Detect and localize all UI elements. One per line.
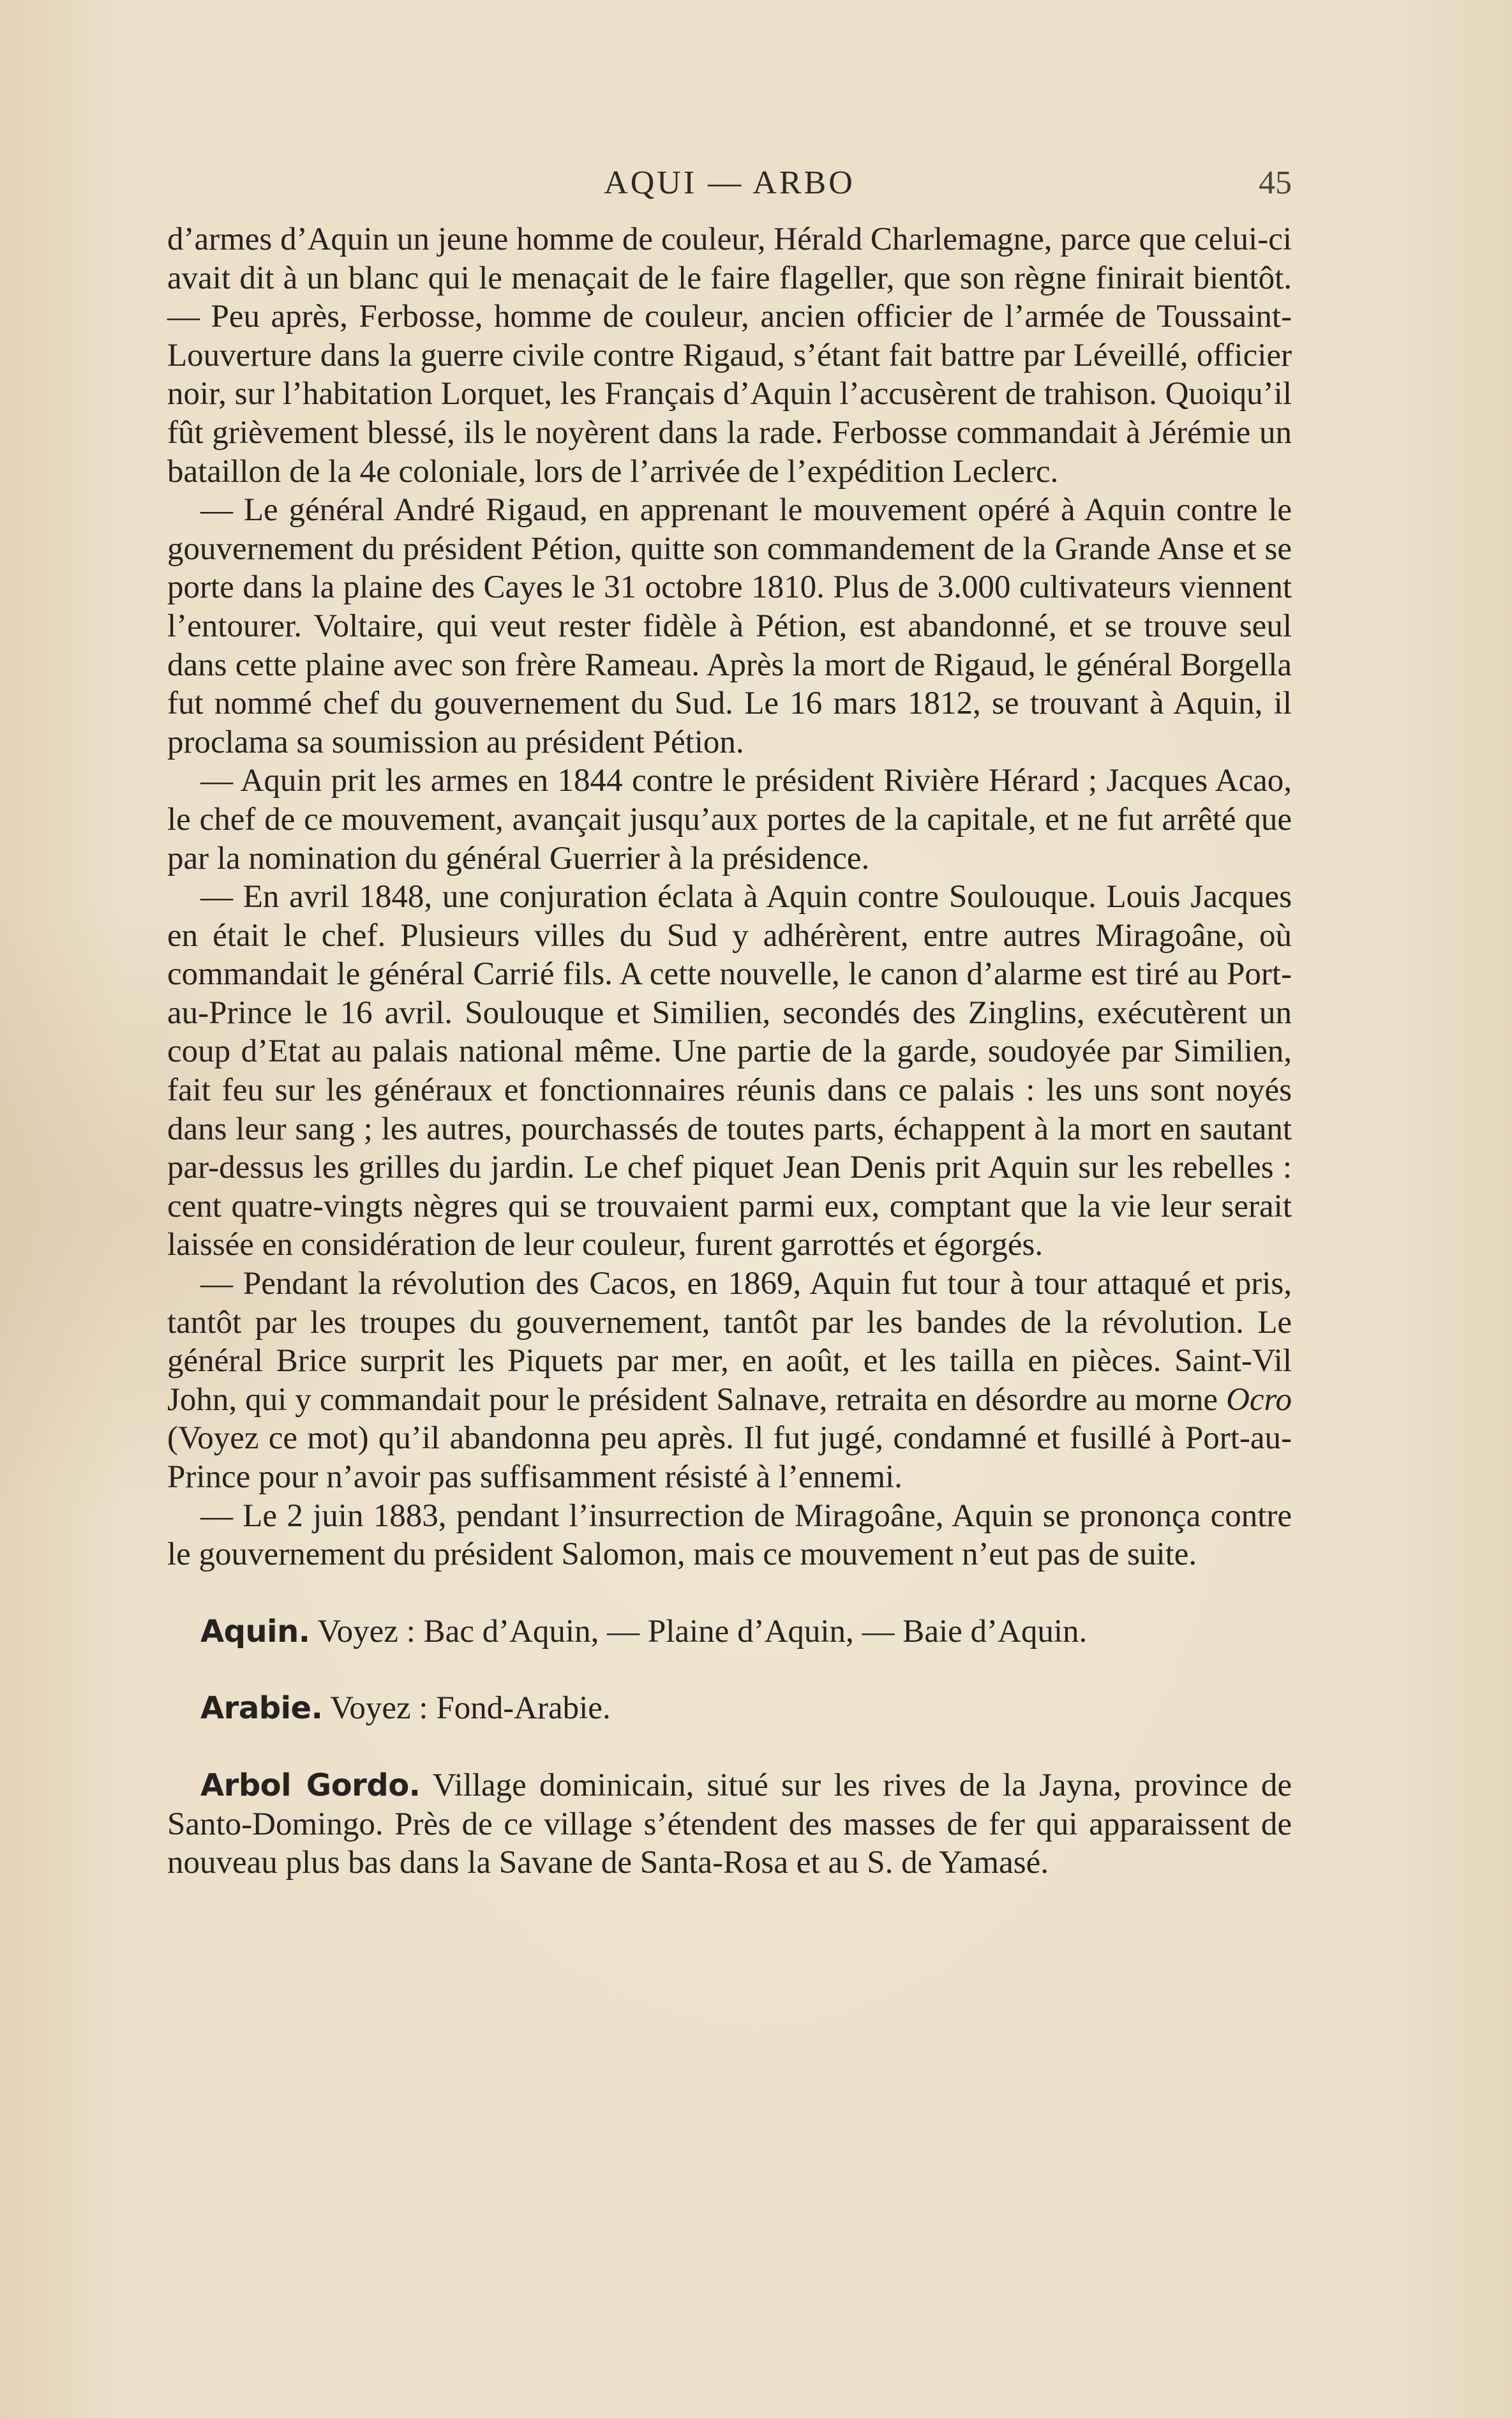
paragraph: — En avril 1848, une conjuration éclata à Aquin contre Soulouque. Louis Jacques en était le chef. Plusieurs villes du Sud y adhérèrent, entre autres Miragoâne, où commandait le général Carrié fils. A cette nouvelle, le canon d’alarme est tiré au Port-au-Prince le 16 avril. Soulouque et Similien, secondés des Zinglins, exécutèrent un coup d’Etat au palais national même. Une partie de la garde, soudoyée par Similien, fait feu sur les généraux et fonctionnaires réunis dans ce palais : les uns sont noyés dans leur sang ; les autres, pourchassés de toutes parts, échappent à la mort en sautant par-dessus les grilles du jardin. Le chef piquet Jean Denis prit Aquin sur les rebelles : cent quatre-vingts nègres qui se trouvaient parmi eux, comptant que la vie leur serait laissée en considération de leur couleur, furent garrottés et égorgés.: [167, 879, 1292, 1263]
entry-headword: Aquin.: [200, 1613, 310, 1649]
paragraph: — Le général André Rigaud, en apprenant le mouvement opéré à Aquin contre le gouvernement du président Pétion, quitte son commandement de la Grande Anse et se porte dans la plaine des Cayes le 31 octobre 1810. Plus de 3.000 cultivateurs viennent l’entourer. Voltaire, qui veut rester fidèle à Pétion, est abandonné, et se trouve seul dans cette plaine avec son frère Rameau. Après la mort de Rigaud, le général Borgella fut nommé chef du gouvernement du Sud. Le 16 mars 1812, se trouvant à Aquin, il proclama sa soumission au président Pétion.: [167, 492, 1292, 760]
page-number: 45: [1259, 165, 1292, 201]
paragraph-text: — Pendant la révolution des Cacos, en 1869, Aquin fut tour à tour attaqué et pris, tantôt par les troupes du gouvernement, tantôt par les bandes de la révolution. Le général Brice surprit les Piquets par mer, en août, et les tailla en pièces. Saint-Vil John, qui y commandait pour le président Salnave, retraita en désordre au morne: [167, 1266, 1292, 1418]
paragraph: d’armes d’Aquin un jeune homme de couleur, Hérald Charlemagne, parce que celui-ci avait dit à un blanc qui le menaçait de le faire flageller, que son règne finirait bientôt. — Peu après, Ferbosse, homme de couleur, ancien officier de l’armée de Toussaint-Louverture dans la guerre civile contre Rigaud, s’étant fait battre par Léveillé, officier noir, sur l’habitation Lorquet, les Français d’Aquin l’accusèrent de trahison. Quoiqu’il fût grièvement blessé, ils le noyèrent dans la rade. Ferbosse commandait à Jérémie un bataillon de la 4e coloniale, lors de l’arrivée de l’expédition Leclerc.: [167, 222, 1292, 490]
cross-reference: Ocro: [1226, 1381, 1292, 1418]
running-title: AQUI — ARBO: [604, 165, 855, 201]
entry-text: Village dominicain, situé sur les rives de la Jayna, province de Santo-Domingo. Près de ce village s’étendent des masses de fer qui apparaissent de nouveau plus bas dans la Savane de Santa-Rosa et au S. de Yamasé.: [167, 1767, 1292, 1881]
dictionary-entry: [167, 1766, 1292, 1882]
paragraph: [167, 1265, 1292, 1497]
running-head: [167, 161, 1292, 206]
entry-text: Voyez : Bac d’Aquin, — Plaine d’Aquin, — Baie d’Aquin.: [310, 1613, 1088, 1649]
paragraph-text: (Voyez ce mot) qu’il abandonna peu après. Il fut jugé, condamné et fusillé à Port-au-Prince pour n’avoir pas suffisamment résisté à l’ennemi.: [167, 1420, 1292, 1495]
paragraph: — Aquin prit les armes en 1844 contre le président Rivière Hérard ; Jacques Acao, le chef de ce mouvement, avançait jusqu’aux portes de la capitale, et ne fut arrêté que par la nomination du général Guerrier à la présidence.: [167, 763, 1292, 876]
entry-text: Voyez : Fond-Arabie.: [322, 1690, 611, 1727]
dictionary-entry: [167, 1612, 1292, 1651]
dictionary-entry: [167, 1689, 1292, 1728]
entry-headword: Arbol Gordo.: [200, 1767, 421, 1803]
body-text: [167, 220, 1292, 1882]
paragraph: — Le 2 juin 1883, pendant l’insurrection de Miragoâne, Aquin se prononça contre le gouvernement du président Salomon, mais ce mouvement n’eut pas de suite.: [167, 1498, 1292, 1573]
entry-headword: Arabie.: [200, 1690, 323, 1727]
